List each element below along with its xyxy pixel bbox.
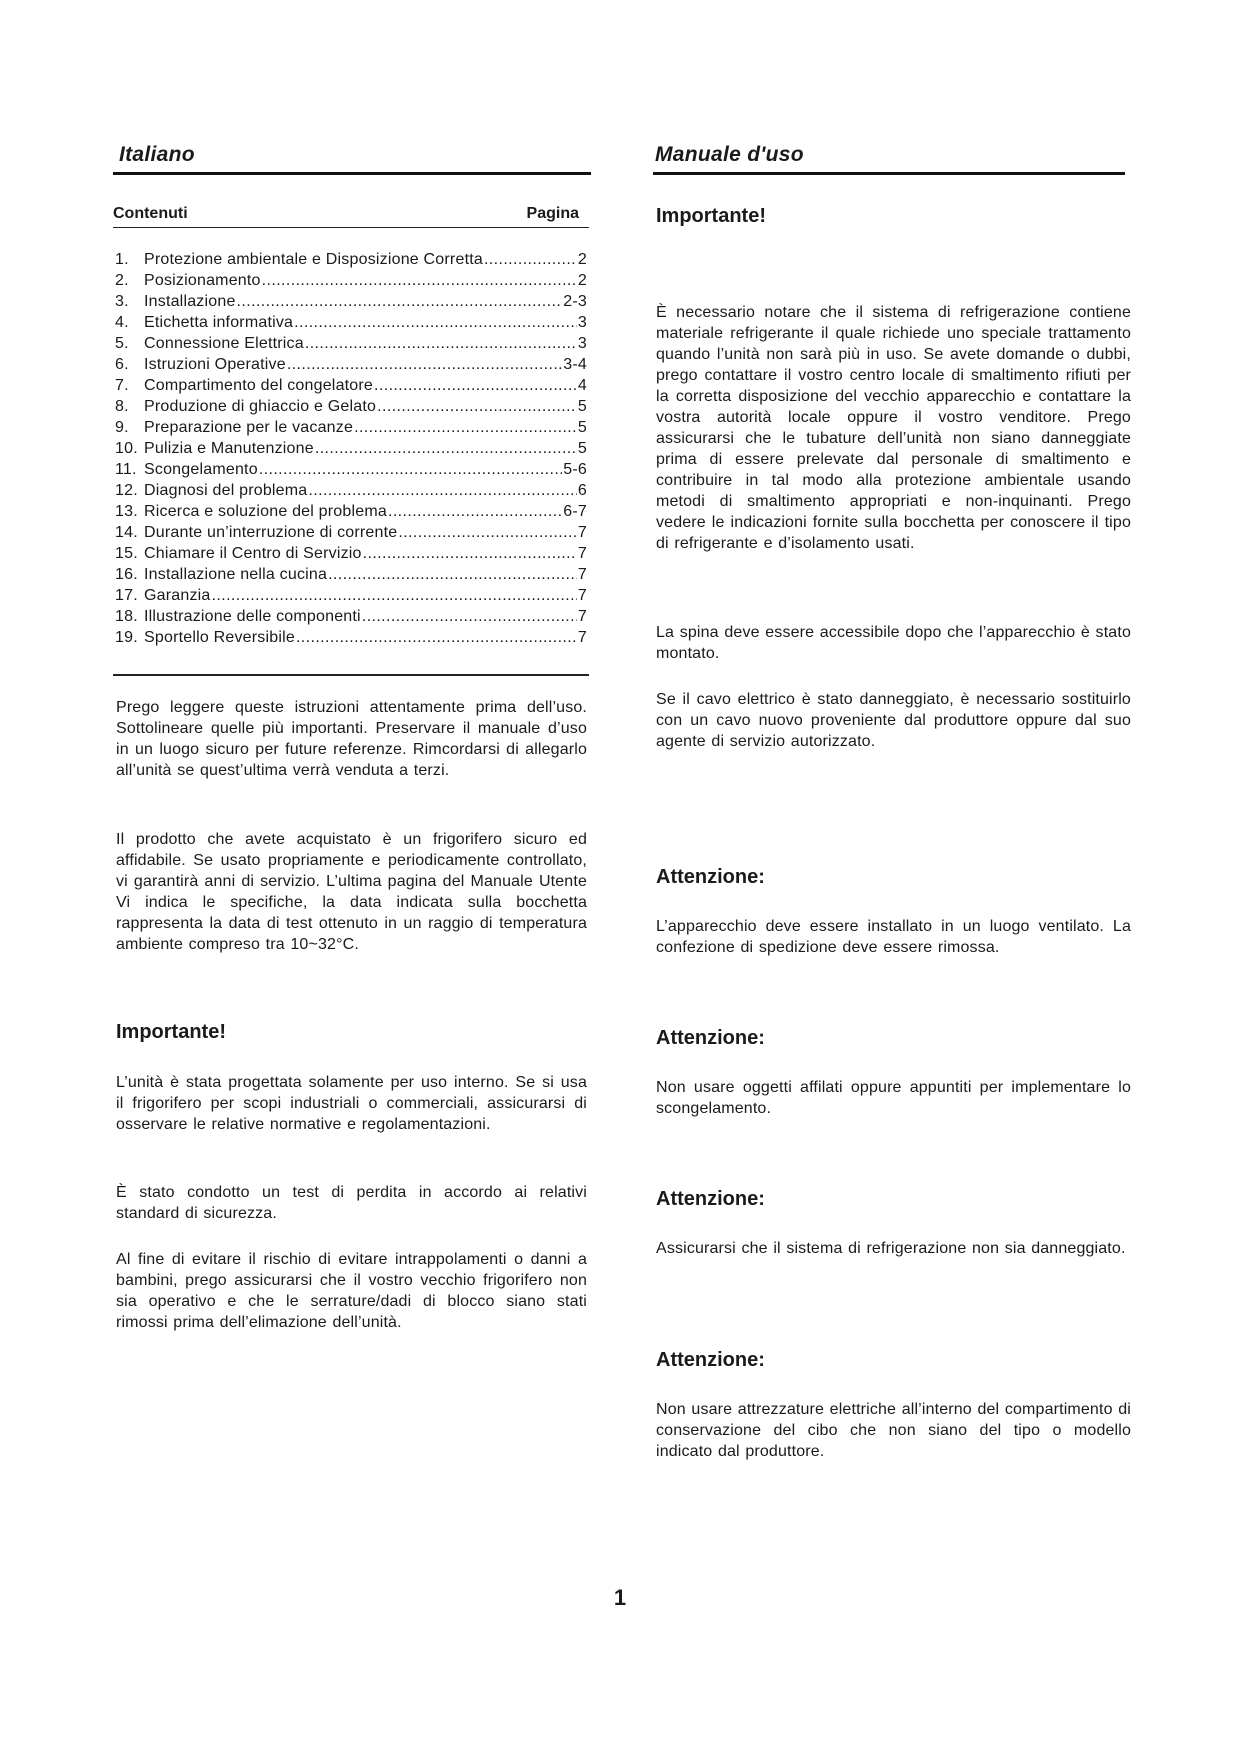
toc-item-number: 14. bbox=[115, 524, 138, 541]
toc-item[interactable] bbox=[115, 270, 587, 291]
toc-header-label: Contenuti bbox=[113, 205, 188, 222]
toc-item[interactable] bbox=[115, 543, 587, 564]
language-title: Italiano bbox=[119, 143, 195, 166]
toc-item-page: 7 bbox=[577, 608, 587, 625]
toc-item-title: Chiamare il Centro di Servizio bbox=[144, 545, 362, 562]
page-number: 1 bbox=[613, 1585, 627, 1610]
toc-leader bbox=[362, 606, 577, 627]
warning-heading: Attenzione: bbox=[656, 1188, 765, 1210]
toc-item-title: Ricerca e soluzione del problema bbox=[144, 503, 387, 520]
toc-item-page: 5-6 bbox=[563, 461, 587, 478]
table-of-contents bbox=[115, 249, 587, 648]
toc-item-title: Etichetta informativa bbox=[144, 314, 294, 331]
important-paragraph-right-1: È necessario notare che il sistema di refrigerazione contiene materiale refrigerante il quale richiede uno speciale trattamento quando l’unità non sarà più in uso. Se avete domande o dubbi, prego contattare il vostro centro locale di smaltimento rifiuti per la corretta disposizione del vecchio apparecchio e contattare la vostra autorità locale oppure il vostro venditore. Prego assicurarsi che le tubature dell’unità non siano danneggiate prima di essere prelevate dal personale di smaltimento e contribuire in tal modo alla protezione ambientale usando metodi di smaltimento appropriati e non-inquinanti. Prego vedere le indicazioni fornite sulla bocchetta per conoscere il tipo di refrigerante e d’isolamento usati. bbox=[656, 304, 1131, 552]
toc-item[interactable] bbox=[115, 375, 587, 396]
toc-item-number: 1. bbox=[115, 251, 129, 268]
toc-leader bbox=[484, 249, 577, 270]
warning-text: L’apparecchio deve essere installato in un luogo ventilato. La confezione di spedizione deve essere rimossa. bbox=[656, 918, 1131, 956]
important-paragraph-left-2: È stato condotto un test di perdita in accordo ai relativi standard di sicurezza. bbox=[116, 1184, 587, 1222]
toc-item-number: 3. bbox=[115, 293, 129, 310]
toc-item-number: 2. bbox=[115, 272, 129, 289]
toc-item[interactable] bbox=[115, 312, 587, 333]
toc-item[interactable] bbox=[115, 564, 587, 585]
toc-item-page: 5 bbox=[577, 419, 587, 436]
intro-paragraph-2: Il prodotto che avete acquistato è un frigorifero sicuro ed affidabile. Se usato propriamente e periodicamente controllato, vi garantirà anni di servizio. L’ultima pagina del Manuale Utente Vi indica le specifiche, la data indicata sulla bocchetta rappresenta la data di test ottenuto in un raggio di temperatura ambiente compreso tra 10~32°C. bbox=[116, 831, 587, 953]
toc-leader bbox=[262, 270, 577, 291]
toc-item-page: 3-4 bbox=[563, 356, 587, 373]
toc-item-number: 18. bbox=[115, 608, 138, 625]
toc-item-title: Istruzioni Operative bbox=[144, 356, 286, 373]
important-heading-right: Importante! bbox=[656, 205, 766, 227]
toc-leader bbox=[328, 564, 577, 585]
important-paragraph-right-2: La spina deve essere accessibile dopo che l’apparecchio è stato montato. bbox=[656, 624, 1131, 662]
toc-item[interactable] bbox=[115, 627, 587, 648]
toc-item[interactable] bbox=[115, 501, 587, 522]
toc-item-number: 8. bbox=[115, 398, 129, 415]
toc-item-number: 12. bbox=[115, 482, 138, 499]
toc-item-number: 13. bbox=[115, 503, 138, 520]
toc-item-title: Sportello Reversibile bbox=[144, 629, 295, 646]
toc-leader bbox=[315, 438, 577, 459]
toc-leader bbox=[259, 459, 562, 480]
toc-item-title: Scongelamento bbox=[144, 461, 258, 478]
toc-item-number: 10. bbox=[115, 440, 138, 457]
toc-item[interactable] bbox=[115, 354, 587, 375]
toc-item-title: Pulizia e Manutenzione bbox=[144, 440, 314, 457]
toc-item[interactable] bbox=[115, 606, 587, 627]
toc-item[interactable] bbox=[115, 480, 587, 501]
toc-item-page: 7 bbox=[577, 587, 587, 604]
intro-paragraph-1: Prego leggere queste istruzioni attentamente prima dell’uso. Sottolineare quelle più importanti. Preservare il manuale d’uso in un luogo sicuro per future referenze. Rimcordarsi di allegarlo all’unità se quest’ultima verrà venduta a terzi. bbox=[116, 699, 587, 779]
toc-item-number: 9. bbox=[115, 419, 129, 436]
toc-item[interactable] bbox=[115, 396, 587, 417]
toc-item-title: Durante un’interruzione di corrente bbox=[144, 524, 398, 541]
toc-item-title: Garanzia bbox=[144, 587, 211, 604]
toc-item-title: Installazione bbox=[144, 293, 236, 310]
toc-item-page: 7 bbox=[577, 566, 587, 583]
toc-header bbox=[113, 205, 579, 223]
toc-item-page: 2 bbox=[577, 272, 587, 289]
toc-leader bbox=[212, 585, 577, 606]
toc-item-number: 16. bbox=[115, 566, 138, 583]
toc-item-title: Preparazione per le vacanze bbox=[144, 419, 354, 436]
toc-item-page: 5 bbox=[577, 398, 587, 415]
toc-item-page: 4 bbox=[577, 377, 587, 394]
toc-item-title: Illustrazione delle componenti bbox=[144, 608, 361, 625]
warning-heading: Attenzione: bbox=[656, 866, 765, 888]
toc-leader bbox=[308, 480, 576, 501]
toc-item[interactable] bbox=[115, 438, 587, 459]
warning-text: Assicurarsi che il sistema di refrigerazione non sia danneggiato. bbox=[656, 1240, 1126, 1257]
toc-item-page: 3 bbox=[577, 314, 587, 331]
warning-text: Non usare attrezzature elettriche all’interno del compartimento di conservazione del cibo che non siano del tipo o modello indicato dal produttore. bbox=[656, 1401, 1131, 1460]
toc-item-page: 7 bbox=[577, 524, 587, 541]
toc-item[interactable] bbox=[115, 417, 587, 438]
toc-leader bbox=[388, 501, 562, 522]
toc-item-number: 4. bbox=[115, 314, 129, 331]
toc-item-number: 15. bbox=[115, 545, 138, 562]
toc-item-number: 7. bbox=[115, 377, 129, 394]
toc-item-title: Connessione Elettrica bbox=[144, 335, 304, 352]
toc-leader bbox=[294, 312, 577, 333]
toc-divider bbox=[113, 227, 589, 228]
toc-leader bbox=[287, 354, 562, 375]
toc-item[interactable] bbox=[115, 333, 587, 354]
toc-item-title: Diagnosi del problema bbox=[144, 482, 308, 499]
toc-item-number: 5. bbox=[115, 335, 129, 352]
important-heading-left: Importante! bbox=[116, 1021, 226, 1043]
toc-item[interactable] bbox=[115, 585, 587, 606]
toc-leader bbox=[305, 333, 577, 354]
warning-text: Non usare oggetti affilati oppure appuntiti per implementare lo scongelamento. bbox=[656, 1079, 1131, 1117]
toc-leader bbox=[354, 417, 577, 438]
toc-item-number: 6. bbox=[115, 356, 129, 373]
toc-item-page: 2 bbox=[577, 251, 587, 268]
toc-leader bbox=[377, 396, 577, 417]
toc-item-page: 7 bbox=[577, 545, 587, 562]
toc-leader bbox=[374, 375, 577, 396]
toc-leader bbox=[296, 627, 577, 648]
toc-item-number: 19. bbox=[115, 629, 138, 646]
toc-item-page: 5 bbox=[577, 440, 587, 457]
toc-item[interactable] bbox=[115, 291, 587, 312]
toc-leader bbox=[363, 543, 577, 564]
toc-item-page: 6-7 bbox=[563, 503, 587, 520]
toc-leader bbox=[398, 522, 577, 543]
toc-item-title: Installazione nella cucina bbox=[144, 566, 328, 583]
important-paragraph-left-3: Al fine di evitare il rischio di evitare intrappolamenti o danni a bambini, prego assicurarsi che il vostro vecchio frigorifero non sia operativo e che le serrature/dadi di blocco siano stati rimossi prima dell’elimazione dell’unità. bbox=[116, 1251, 587, 1331]
toc-item-page: 6 bbox=[577, 482, 587, 499]
toc-item-page: 3 bbox=[577, 335, 587, 352]
title-divider bbox=[653, 172, 1125, 175]
toc-item-title: Produzione di ghiaccio e Gelato bbox=[144, 398, 377, 415]
important-paragraph-right-3: Se il cavo elettrico è stato danneggiato, è necessario sostituirlo con un cavo nuovo proveniente dal produttore oppure dal suo agente di servizio autorizzato. bbox=[656, 691, 1131, 750]
toc-end-divider bbox=[113, 674, 589, 676]
toc-leader bbox=[237, 291, 563, 312]
toc-item-number: 17. bbox=[115, 587, 138, 604]
warning-heading: Attenzione: bbox=[656, 1349, 765, 1371]
toc-item[interactable] bbox=[115, 459, 587, 480]
toc-header-page: Pagina bbox=[526, 205, 579, 222]
toc-item-page: 2-3 bbox=[563, 293, 587, 310]
toc-item[interactable] bbox=[115, 249, 587, 270]
toc-item-number: 11. bbox=[115, 461, 137, 478]
toc-item-title: Compartimento del congelatore bbox=[144, 377, 374, 394]
warning-heading: Attenzione: bbox=[656, 1027, 765, 1049]
title-divider bbox=[113, 172, 591, 175]
toc-item-title: Posizionamento bbox=[144, 272, 261, 289]
toc-item-page: 7 bbox=[577, 629, 587, 646]
toc-item[interactable] bbox=[115, 522, 587, 543]
important-paragraph-left-1: L’unità è stata progettata solamente per uso interno. Se si usa il frigorifero per scopi industriali o commerciali, assicurarsi di osservare le relative normative e regolamentazioni. bbox=[116, 1074, 587, 1133]
toc-item-title: Protezione ambientale e Disposizione Corretta bbox=[144, 251, 483, 268]
manual-title: Manuale d'uso bbox=[655, 143, 804, 166]
